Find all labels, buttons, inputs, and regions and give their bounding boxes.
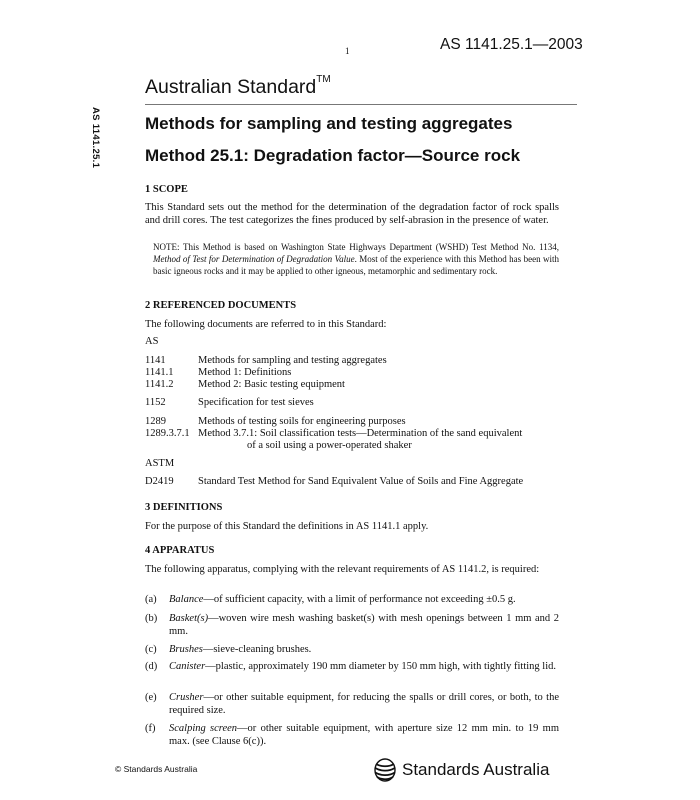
section-heading-references: 2 REFERENCED DOCUMENTS bbox=[145, 300, 297, 311]
reference-desc-continuation bbox=[247, 440, 412, 451]
item-label: (f) bbox=[145, 723, 156, 734]
references-intro: The following documents are referred to in this Standard: bbox=[145, 319, 387, 330]
item-description: —of sufficient capacity, with a limit of performance not exceeding ±0.5 g. bbox=[203, 594, 516, 605]
note-prefix: NOTE: This Method is based on Washington State Highways Department (WSHD) Test Method No. 1134, bbox=[153, 242, 559, 252]
reference-code: 1141.1 bbox=[145, 367, 174, 378]
item-term: Canister bbox=[169, 661, 206, 672]
item-term: Crusher bbox=[169, 692, 204, 703]
reference-desc: Methods for sampling and testing aggregates bbox=[198, 355, 387, 366]
item-label: (c) bbox=[145, 644, 157, 655]
logo-wordmark: Standards Australia bbox=[402, 760, 550, 779]
item-term: Scalping screen bbox=[169, 723, 238, 734]
standards-australia-logo bbox=[374, 758, 549, 782]
reference-desc: Method 3.7.1: Soil classification tests—Determination of the sand equivalent bbox=[198, 428, 523, 439]
side-label: AS 1141.25.1 bbox=[90, 107, 101, 169]
reference-desc: Method 1: Definitions bbox=[198, 367, 292, 378]
standard-number: AS 1141.25.1—2003 bbox=[440, 36, 583, 53]
note-suffix: . Most of the experience with this Method has been with basic igneous rocks and it may be applied to other igneous, metamorphic and sedimentary rock. bbox=[153, 254, 559, 276]
item-label: (e) bbox=[145, 692, 157, 703]
item-description: —plastic, approximately 190 mm diameter by 150 mm high, with tightly fitting lid. bbox=[205, 661, 557, 672]
item-label: (d) bbox=[145, 661, 158, 672]
reference-desc: Standard Test Method for Sand Equivalent Value of Soils and Fine Aggregate bbox=[198, 476, 524, 487]
item-text bbox=[169, 643, 559, 656]
reference-desc: Method 2: Basic testing equipment bbox=[198, 379, 345, 390]
item-label: (a) bbox=[145, 594, 157, 605]
reference-code: 1289.3.7.1 bbox=[145, 428, 190, 439]
standards-australia-globe-icon bbox=[374, 758, 396, 782]
section-heading-scope: 1 SCOPE bbox=[145, 184, 188, 195]
section-heading-definitions: 3 DEFINITIONS bbox=[145, 502, 223, 513]
footer-copyright: © Standards Australia bbox=[115, 764, 198, 774]
reference-desc: Specification for test sieves bbox=[198, 397, 314, 408]
group-as-text: AS bbox=[145, 336, 159, 347]
group-astm-text: ASTM bbox=[145, 458, 175, 469]
note-italic-title: Method of Test for Determination of Degradation Value bbox=[153, 254, 355, 264]
scope-paragraph: This Standard sets out the method for the determination of the degradation factor of rock spalls and drill cores. The test categorizes the fines produced by self-abrasion in the presence of water. bbox=[145, 202, 559, 226]
item-text bbox=[169, 691, 559, 717]
scope-note bbox=[153, 241, 559, 277]
reference-code: D2419 bbox=[145, 476, 174, 487]
brand-heading bbox=[145, 76, 331, 99]
item-text bbox=[169, 612, 559, 638]
apparatus-intro: The following apparatus, complying with the relevant requirements of AS 1141.2, is required: bbox=[145, 564, 540, 575]
page-number: 1 bbox=[345, 46, 350, 56]
reference-code: 1141 bbox=[145, 355, 166, 366]
trademark-mark: TM bbox=[316, 74, 331, 85]
item-term: Brushes bbox=[169, 644, 203, 655]
item-text bbox=[169, 593, 559, 606]
item-description: —sieve-cleaning brushes. bbox=[202, 644, 312, 655]
header-divider bbox=[145, 104, 577, 105]
reference-code: 1152 bbox=[145, 397, 166, 408]
brand-text: Australian Standard bbox=[145, 76, 317, 98]
document-title: Methods for sampling and testing aggregates bbox=[145, 114, 513, 133]
item-description: —or other suitable equipment, for reducing the spalls or drill cores, or both, to the required size. bbox=[169, 692, 559, 716]
item-description: —or other suitable equipment, with aperture size 12 mm min. to 19 mm max. (see Clause 6(c)). bbox=[169, 723, 559, 747]
item-term: Balance bbox=[169, 594, 204, 605]
item-text bbox=[169, 722, 559, 748]
reference-desc: Methods of testing soils for engineering purposes bbox=[198, 416, 406, 427]
method-title: Method 25.1: Degradation factor—Source rock bbox=[145, 146, 521, 165]
item-label: (b) bbox=[145, 613, 158, 624]
reference-code: 1289 bbox=[145, 416, 166, 427]
item-text bbox=[169, 660, 559, 673]
reference-desc-line2: of a soil using a power-operated shaker bbox=[247, 440, 412, 451]
item-term: Basket(s) bbox=[169, 613, 209, 624]
definitions-paragraph: For the purpose of this Standard the definitions in AS 1141.1 apply. bbox=[145, 521, 429, 532]
item-description: —woven wire mesh washing basket(s) with mesh openings between 1 mm and 2 mm. bbox=[169, 613, 559, 637]
section-heading-apparatus: 4 APPARATUS bbox=[145, 545, 215, 556]
reference-code: 1141.2 bbox=[145, 379, 174, 390]
